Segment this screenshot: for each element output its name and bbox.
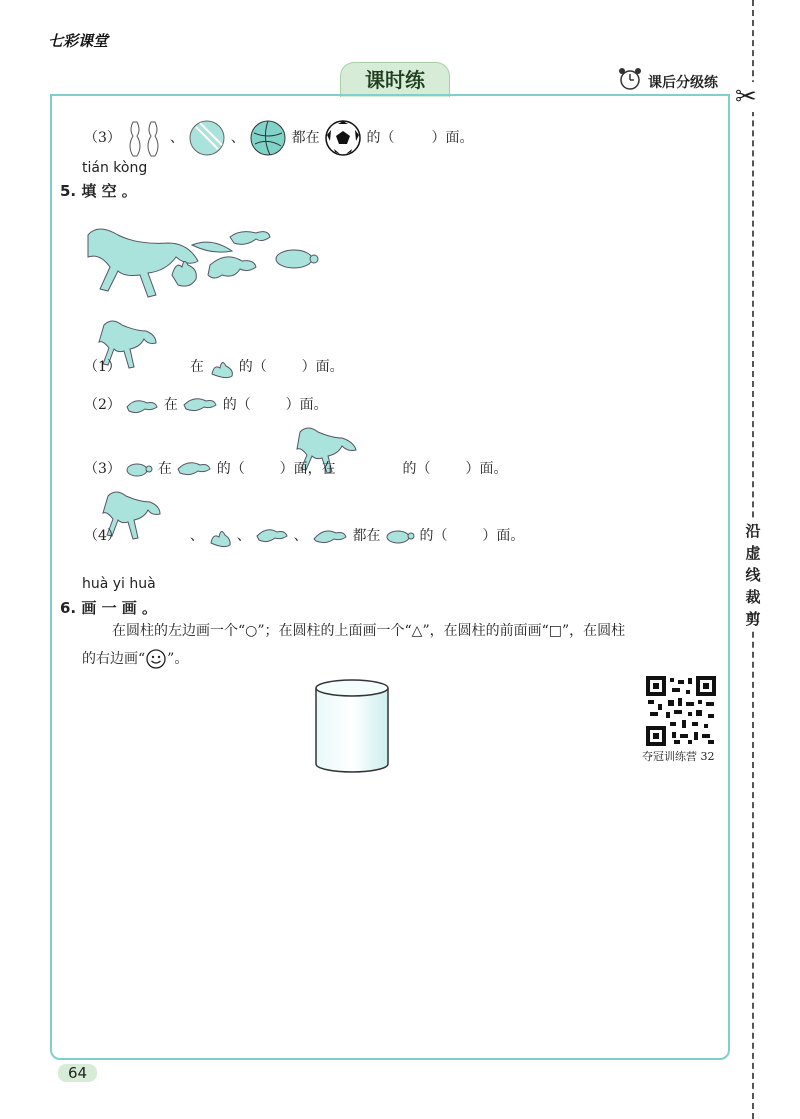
qr-code[interactable] — [646, 676, 716, 746]
turtle-icon — [125, 458, 153, 480]
q5-item-3: （3） 在 的（ ）面，在 的（ ）面。 — [84, 458, 507, 480]
q5-item-1: （1） 在 的（ ）面。 — [84, 356, 344, 378]
dog-icon — [176, 459, 212, 479]
bowling-pins-icon — [125, 118, 165, 158]
page-number: 64 — [58, 1064, 97, 1082]
dog-icon — [182, 395, 218, 415]
cat-icon — [312, 525, 348, 547]
ball-icon — [188, 119, 226, 157]
q5-pinyin: tián kòng — [82, 160, 148, 176]
qr-caption: 夺冠训练营 32 — [642, 750, 715, 763]
cylinder-figure — [312, 676, 392, 776]
q4-item-3: （3） 、 、 都在 的（ ）面。 — [84, 118, 473, 158]
section-label: 课后分级练 — [648, 75, 718, 91]
cat-icon — [125, 395, 159, 415]
alarm-clock-icon — [617, 66, 643, 92]
animals-running-picture — [80, 215, 325, 310]
q6-instructions: 在圆柱的左边画一个“○”；在圆柱的上面画一个“△”，在圆柱的前面画“□”，在圆柱 — [112, 623, 626, 639]
scissors-icon: ✂ — [735, 82, 757, 112]
rabbit-icon — [208, 525, 232, 547]
item-number: （3） — [84, 130, 121, 146]
brand-logo: 七彩课堂 — [48, 32, 109, 50]
rabbit-icon — [208, 356, 234, 378]
q5-heading: 5. 填 空 。 — [60, 182, 137, 200]
dog-icon — [255, 526, 289, 546]
page-title: 课时练 — [340, 62, 450, 97]
q5-item-2: （2） 在 的（ ）面。 — [84, 397, 328, 413]
soccer-ball-icon — [324, 119, 362, 157]
volleyball-icon — [249, 119, 287, 157]
turtle-icon — [385, 527, 415, 545]
q6-instructions-cont: 的右边画“ ”。 — [82, 646, 722, 672]
q6-heading: 6. 画 一 画 。 — [60, 599, 158, 617]
smiley-face-icon — [145, 648, 167, 670]
cut-instruction: 沿虚线裁剪 — [740, 520, 766, 630]
q6-pinyin: huà yi huà — [82, 576, 156, 592]
q5-item-4: （4） 、 、 、 都在 的（ ）面。 — [84, 525, 524, 547]
